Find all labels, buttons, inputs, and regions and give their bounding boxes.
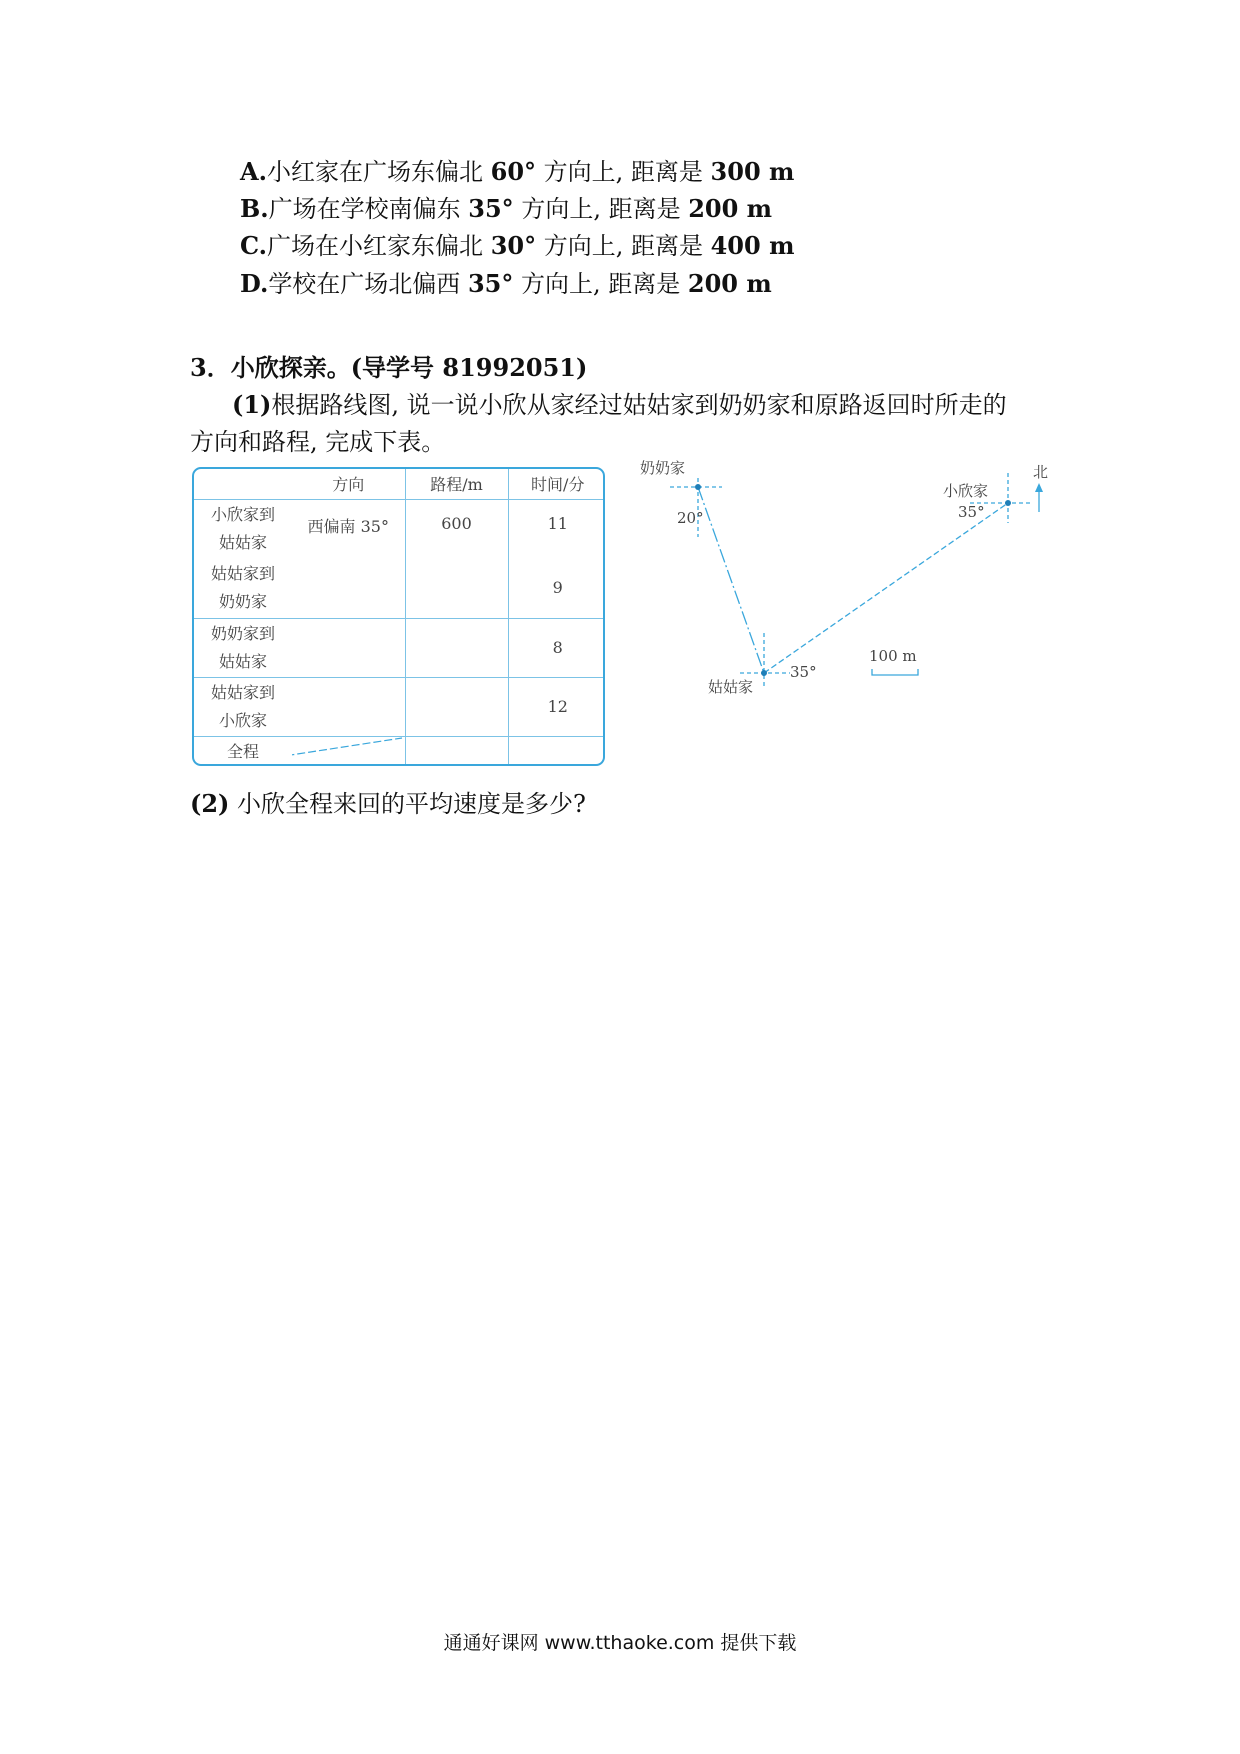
option-text: 广场在学校南偏东 — [268, 195, 469, 223]
table-header-time: 时间/分 — [508, 469, 605, 499]
option-text: 方向上, 距离是 — [513, 195, 689, 223]
question-part1-line1 — [232, 385, 1007, 420]
question-title: 3．小欣探亲。(导学号 81992051) — [190, 353, 588, 382]
option-text: 方向上, 距离是 — [536, 232, 711, 260]
option-c — [240, 229, 794, 263]
option-angle: 35° — [468, 194, 514, 223]
option-text: 方向上, 距离是 — [536, 158, 711, 186]
option-angle: 35° — [467, 269, 514, 298]
part1-number: (1) — [232, 390, 272, 419]
option-text: 广场在小红家东偏北 — [267, 232, 491, 260]
part2-text: 小欣全程来回的平均速度是多少? — [229, 790, 586, 818]
option-letter: C. — [240, 231, 268, 260]
option-angle: 60° — [490, 157, 537, 186]
table-cell-direction — [292, 558, 405, 618]
table-cell-time: 12 — [508, 677, 605, 736]
label-north: 北 — [1033, 463, 1049, 481]
aunt-point — [761, 670, 767, 676]
table-header-blank — [194, 469, 292, 499]
option-angle: 30° — [490, 231, 537, 260]
table-row-label: 小欣家到 姑姑家 — [194, 499, 292, 558]
option-distance: 200 m — [687, 269, 772, 298]
option-d — [240, 267, 772, 301]
route-diagram — [640, 455, 1060, 705]
option-text: 学校在广场北偏西 — [268, 270, 468, 298]
xiaoxin-point — [1005, 500, 1011, 506]
label-angle-grandma: 20° — [677, 509, 704, 527]
part1-text: 根据路线图, 说一说小欣从家经过姑姑家到奶奶家和原路返回时所走的 — [271, 391, 1007, 419]
option-text: 小红家在广场东偏北 — [266, 158, 491, 186]
table-row-label: 姑姑家到 小欣家 — [194, 677, 292, 736]
table-cell-direction — [292, 618, 405, 677]
question-part1-line2: 方向和路程, 完成下表。 — [190, 428, 446, 456]
label-xiaoxin: 小欣家 — [943, 482, 989, 500]
table-total-direction — [292, 736, 405, 764]
option-letter: D. — [240, 269, 269, 298]
option-a — [240, 155, 794, 189]
table-total-time — [508, 736, 605, 764]
table-row-label: 姑姑家到 奶奶家 — [194, 558, 292, 618]
route-table — [192, 467, 605, 766]
label-angle-xiaoxin: 35° — [958, 503, 985, 521]
option-letter: A. — [240, 157, 267, 186]
option-text: 方向上, 距离是 — [513, 270, 688, 298]
table-cell-time: 9 — [508, 558, 605, 618]
table-cell-distance — [405, 618, 508, 677]
scale-bar — [872, 669, 918, 675]
option-distance: 200 m — [688, 194, 773, 223]
table-cell-direction: 西偏南 35° — [292, 499, 405, 558]
table-header-direction: 方向 — [292, 469, 405, 499]
part2-number: (2) — [190, 789, 230, 818]
label-angle-aunt: 35° — [790, 663, 817, 681]
table-header-distance: 路程/m — [405, 469, 508, 499]
label-grandma: 奶奶家 — [640, 459, 686, 477]
table-cell-distance: 600 — [405, 499, 508, 558]
diagonal-line — [292, 737, 405, 765]
north-arrow-icon — [1035, 483, 1043, 492]
table-row-label: 奶奶家到 姑姑家 — [194, 618, 292, 677]
table-cell-time: 11 — [508, 499, 605, 558]
label-scale: 100 m — [869, 647, 917, 665]
option-letter: B. — [240, 194, 269, 223]
grandma-point — [695, 484, 701, 490]
option-distance: 300 m — [710, 157, 795, 186]
footer-text: 通通好课网 www.tthaoke.com 提供下载 — [443, 1632, 797, 1654]
table-cell-distance — [405, 677, 508, 736]
table-cell-time: 8 — [508, 618, 605, 677]
route-grandma-aunt — [698, 487, 764, 673]
option-b — [240, 192, 772, 226]
option-distance: 400 m — [710, 231, 795, 260]
label-aunt: 姑姑家 — [708, 678, 754, 696]
table-total-label: 全程 — [194, 736, 292, 764]
table-cell-distance — [405, 558, 508, 618]
question-part2 — [190, 784, 586, 819]
table-total-distance — [405, 736, 508, 764]
table-cell-direction — [292, 677, 405, 736]
